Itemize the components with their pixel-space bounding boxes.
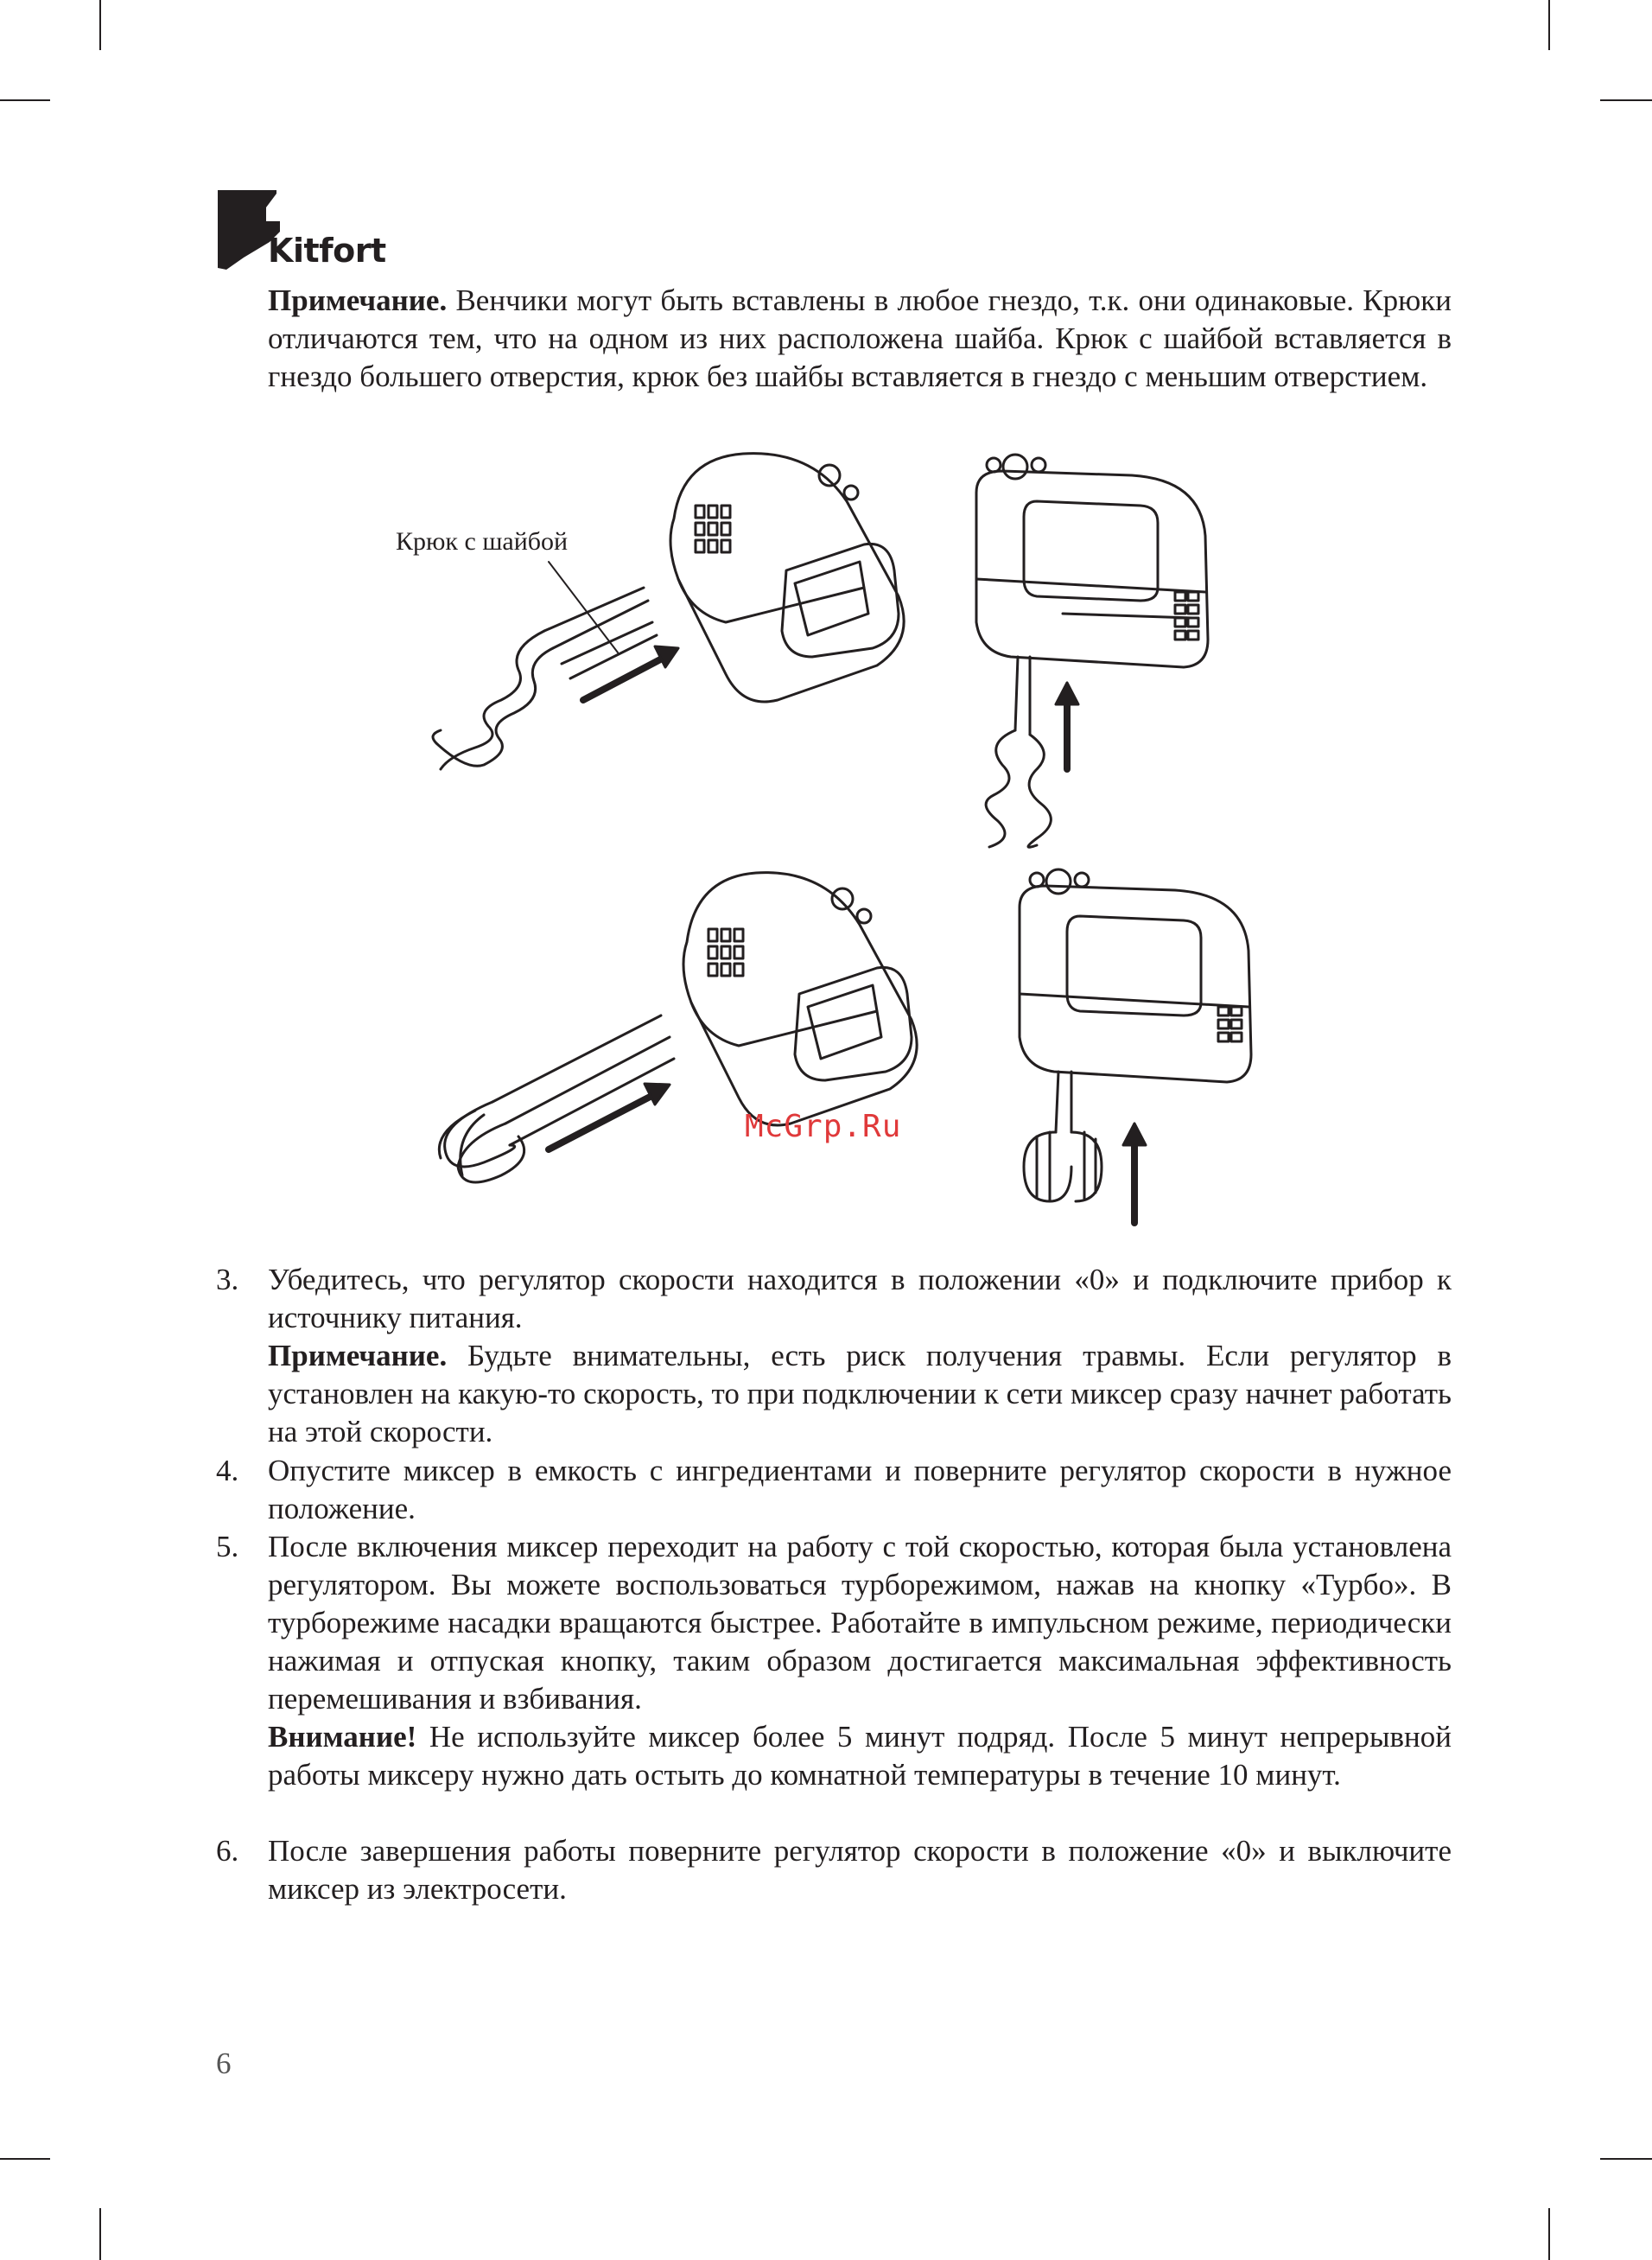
page-number: 6	[216, 2047, 232, 2080]
step-number: 5.	[216, 1530, 239, 1563]
crop-mark	[1600, 99, 1652, 101]
crop-mark	[0, 99, 50, 101]
step-4-text: Опустите миксер в емкость с ингредиентами и поверните регулятор скорости в нужное положение.	[268, 1454, 1452, 1525]
step-4	[268, 1452, 1452, 1528]
crop-mark	[1548, 0, 1550, 50]
brand-name: Kitfort	[268, 232, 386, 270]
mixer-with-hooks-icon	[976, 455, 1208, 847]
crop-mark	[99, 2208, 101, 2260]
crop-mark	[1548, 2208, 1550, 2260]
step-3-note-text: Будьте внимательны, есть риск получения травмы. Если регулятор в установлен на какую-то скорость, то при подключении к сети миксер сразу начнет работать на этой скорости.	[268, 1339, 1452, 1448]
step-3	[268, 1261, 1452, 1337]
watermark: McGrp.Ru	[745, 1109, 902, 1144]
figure-caption: Крюк с шайбой	[396, 527, 569, 556]
step-3-note-label: Примечание.	[268, 1339, 448, 1372]
step-5-warning-label: Внимание!	[268, 1720, 417, 1754]
step-number: 4.	[216, 1454, 239, 1487]
crop-mark	[0, 2158, 50, 2160]
step-5-warning	[268, 1718, 1452, 1794]
step-5-text: После включения миксер переходит на работу с той скоростью, которая была установлена регулятором. Вы можете воспользоваться турборежимом, нажав на кнопку «Турбо». В турборежиме насадки вращаются быстрее. Работайте в импульсном режиме, периодически нажимая и отпуская кнопку, таким образом достигается максимальная эффективность перемешивания и взбивания.	[268, 1530, 1452, 1716]
hand-mixer-dough-hooks-icon	[433, 454, 904, 769]
crop-mark	[99, 0, 101, 50]
mixer-with-whisks-icon	[1020, 869, 1251, 1223]
step-number: 3.	[216, 1263, 239, 1296]
crop-mark	[1600, 2158, 1652, 2160]
step-6	[268, 1832, 1452, 1908]
step-5	[268, 1528, 1452, 1718]
step-3-note	[268, 1337, 1452, 1451]
intro-note-label: Примечание.	[268, 283, 448, 317]
intro-note-text: Венчики могут быть вставлены в любое гнездо, т.к. они одинаковые. Крюки отличаются тем, что на одном из них расположена шайба. Крюк с шайбой вставляется в гнездо большего отверстия, крюк без шайбы вставляется в гнездо с меньшим отверстием.	[268, 283, 1452, 393]
arrow-icon	[1123, 1124, 1146, 1145]
step-number: 6.	[216, 1834, 239, 1868]
arrow-icon	[1056, 683, 1078, 704]
intro-note	[268, 282, 1452, 396]
step-6-text: После завершения работы поверните регулятор скорости в положение «0» и выключите миксер из электросети.	[268, 1834, 1452, 1906]
step-5-warning-text: Не используйте миксер более 5 минут подряд. После 5 минут непрерывной работы миксеру нужно дать остыть до комнатной температуры в течение 10 минут.	[268, 1720, 1452, 1792]
step-3-text: Убедитесь, что регулятор скорости находится в положении «0» и подключите прибор к источнику питания.	[268, 1263, 1452, 1334]
